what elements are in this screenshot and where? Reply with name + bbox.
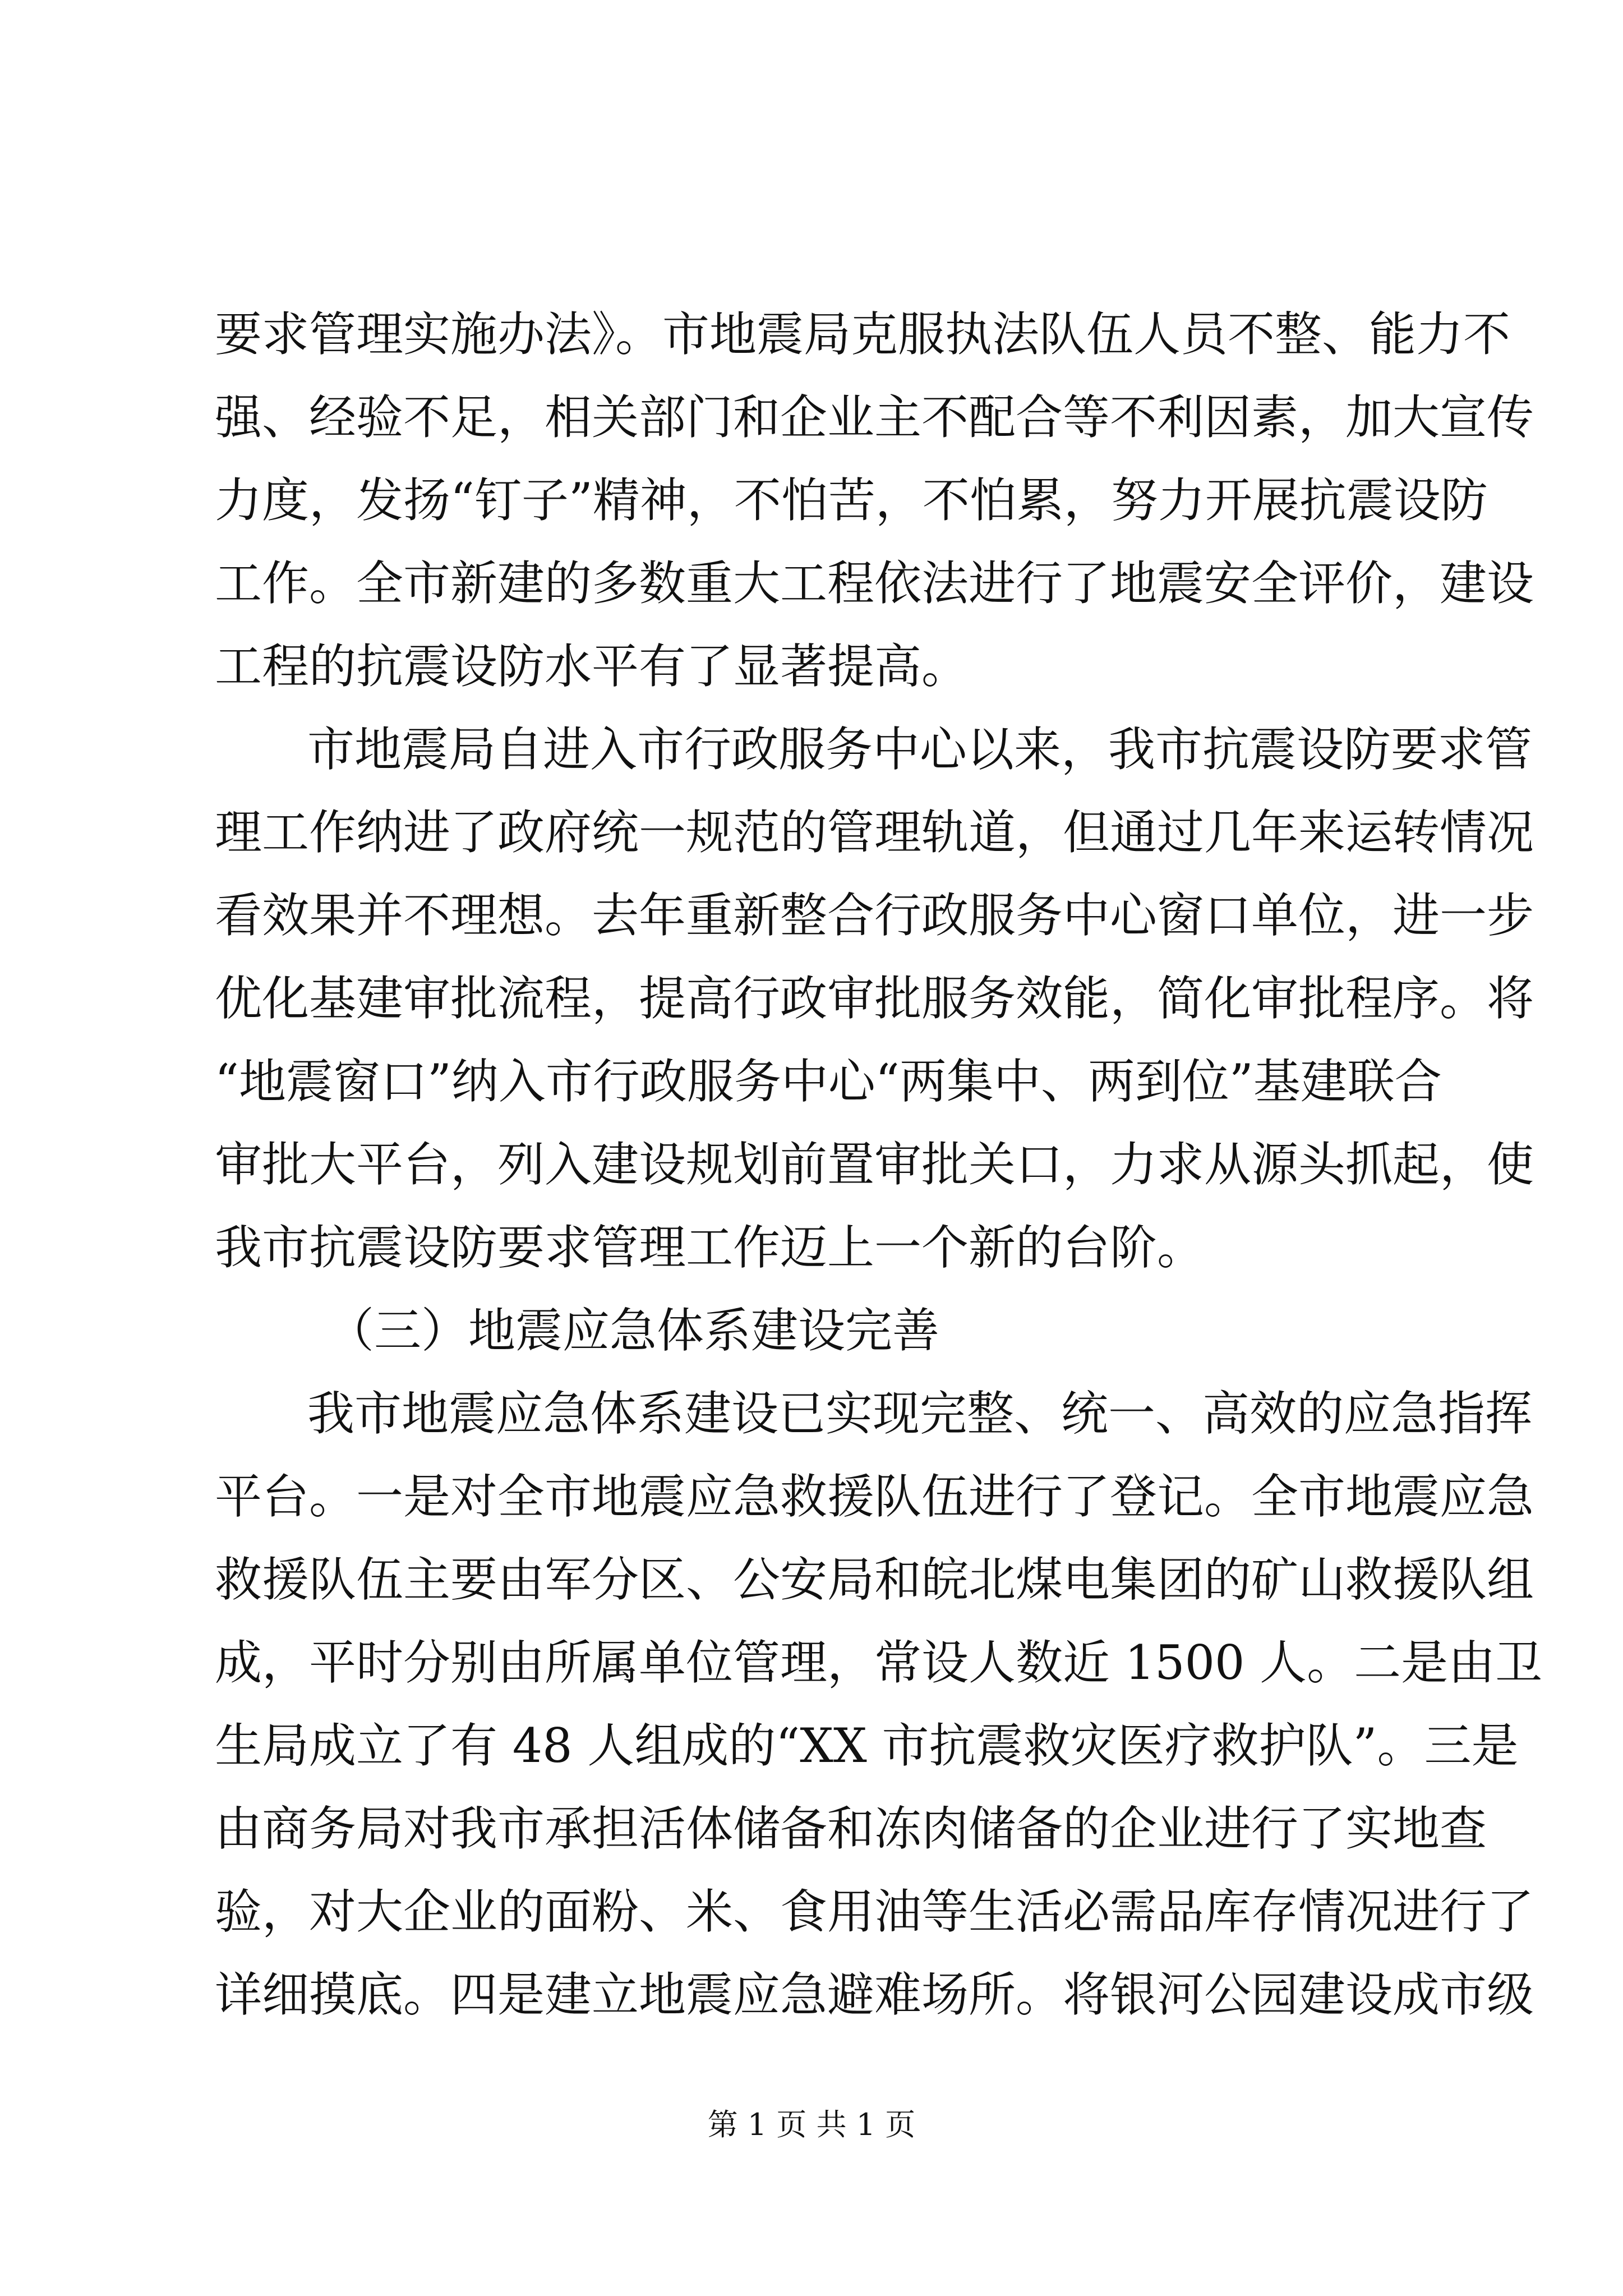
text-line: 平台。一是对全市地震应急救援队伍进行了登记。全市地震应急 xyxy=(215,1469,1534,1524)
text-line: 看效果并不理想。去年重新整合行政服务中心窗口单位，进一步 xyxy=(215,888,1534,943)
text-line: 救援队伍主要由军分区、公安局和皖北煤电集团的矿山救援队组 xyxy=(215,1552,1534,1607)
text-line: “地震窗口”纳入市行政服务中心“两集中、两到位”基建联合 xyxy=(215,1054,1442,1109)
section-heading: （三）地震应急体系建设完善 xyxy=(327,1303,940,1358)
text-line: 力度，发扬“钉子”精神，不怕苦，不怕累，努力开展抗震设防 xyxy=(215,473,1488,528)
text-line: 优化基建审批流程，提高行政审批服务效能，简化审批程序。将 xyxy=(215,971,1534,1026)
text-line: 验，对大企业的面粉、米、食用油等生活必需品库存情况进行了 xyxy=(215,1884,1534,1939)
document-body xyxy=(215,293,1543,2036)
text-line: 我市抗震设防要求管理工作迈上一个新的台阶。 xyxy=(215,1220,1205,1275)
text-line: 由商务局对我市承担活体储备和冻肉储备的企业进行了实地查 xyxy=(215,1801,1487,1856)
text-line: 成，平时分别由所属单位管理，常设人数近 1500 人。二是由卫 xyxy=(215,1635,1543,1690)
text-line: 工作。全市新建的多数重大工程依法进行了地震安全评价，建设 xyxy=(215,556,1534,611)
page-number-footer: 第 1 页 共 1 页 xyxy=(707,2107,916,2142)
text-line: 工程的抗震设防水平有了显著提高。 xyxy=(215,639,969,694)
text-line: 理工作纳进了政府统一规范的管理轨道，但通过几年来运转情况 xyxy=(215,805,1534,860)
text-line: 详细摸底。四是建立地震应急避难场所。将银河公园建设成市级 xyxy=(215,1967,1534,2022)
text-line: 要求管理实施办法》。市地震局克服执法队伍人员不整、能力不 xyxy=(215,307,1511,362)
text-line: 我市地震应急体系建设已实现完整、统一、高效的应急指挥 xyxy=(307,1386,1533,1441)
text-line: 市地震局自进入市行政服务中心以来，我市抗震设防要求管 xyxy=(307,722,1533,777)
text-line: 审批大平台，列入建设规划前置审批关口，力求从源头抓起，使 xyxy=(215,1137,1534,1192)
text-line: 生局成立了有 48 人组成的“XX 市抗震救灾医疗救护队”。三是 xyxy=(215,1718,1519,1773)
text-line: 强、经验不足，相关部门和企业主不配合等不利因素，加大宣传 xyxy=(215,390,1534,445)
